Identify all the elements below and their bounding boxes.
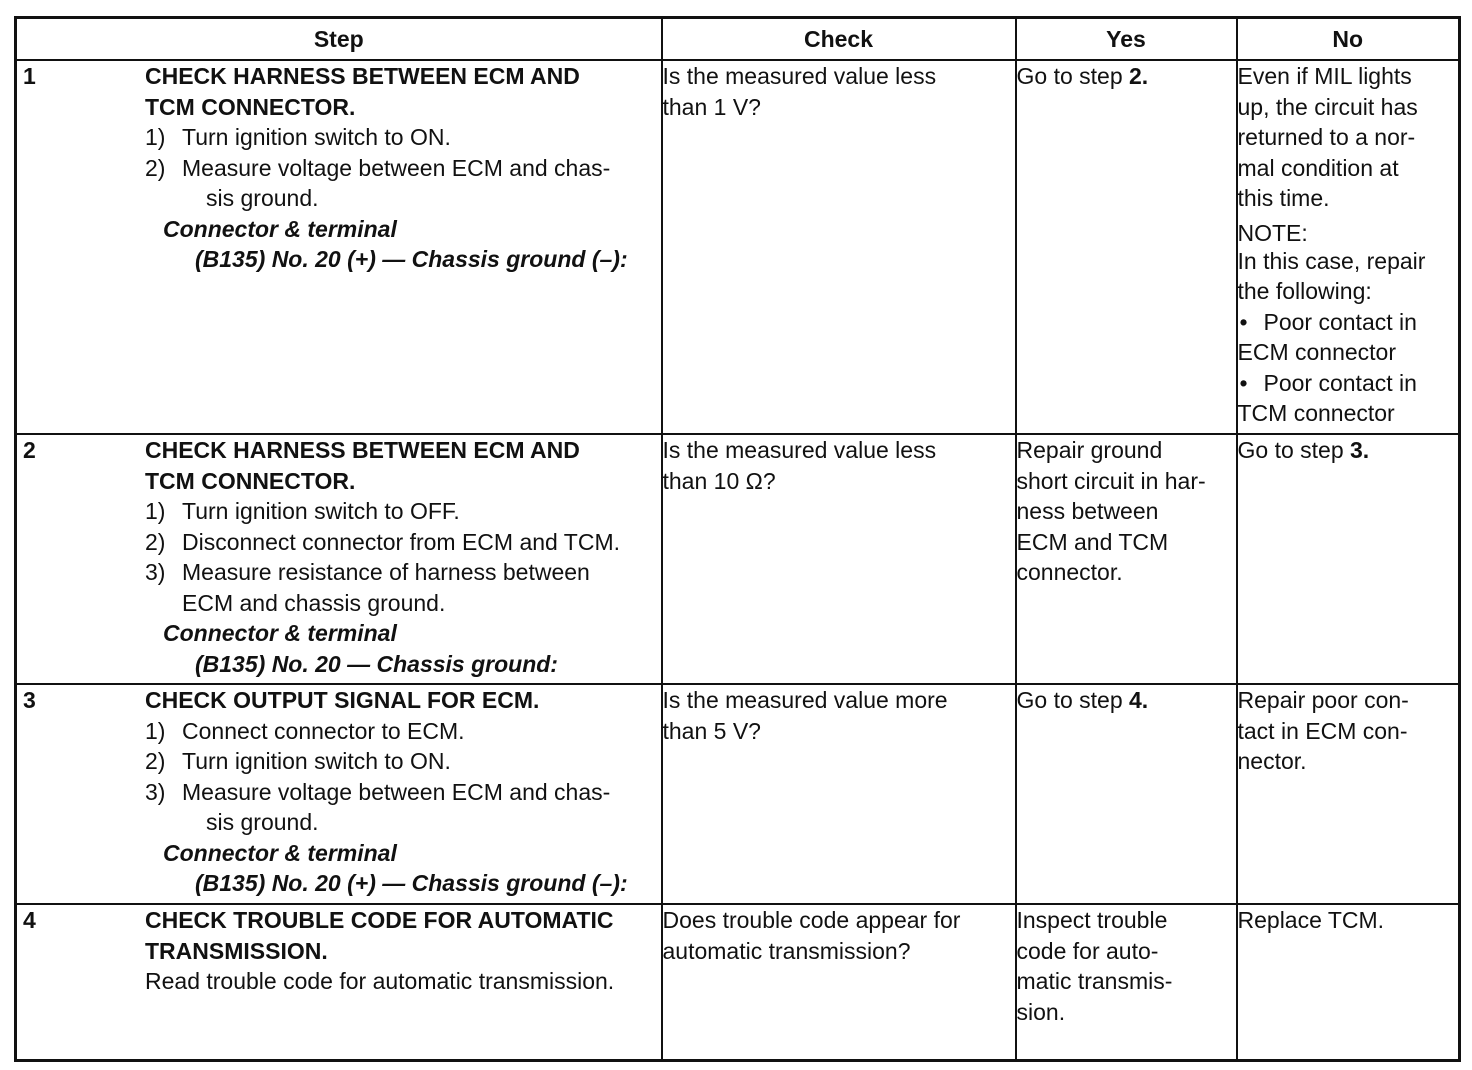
substep-number: 3) — [145, 778, 166, 805]
check-cell — [662, 434, 1016, 684]
substep — [145, 716, 659, 747]
step-title: CHECK HARNESS BETWEEN ECM AND — [145, 437, 580, 463]
bullet-text: Poor contact in — [1263, 369, 1417, 396]
step-title: CHECK HARNESS BETWEEN ECM AND — [145, 63, 580, 89]
substep-text-line: Measure resistance of harness between — [182, 559, 590, 585]
check-text: automatic transmission? — [662, 937, 911, 964]
check-text: Does trouble code appear for — [662, 907, 961, 933]
substep-text: Disconnect connector from ECM and TCM. — [182, 528, 621, 555]
note-label: NOTE: — [1237, 219, 1308, 246]
substep-text-line: ECM and chassis ground. — [182, 589, 446, 616]
substep-text-line: sis ground. — [206, 809, 319, 835]
step-number: 4 — [23, 907, 36, 933]
substep — [145, 557, 659, 618]
substep-number: 2) — [145, 528, 166, 555]
substep-text-line: sis ground. — [206, 185, 319, 211]
substep-text: Connect connector to ECM. — [182, 717, 465, 744]
no-text: nector. — [1237, 748, 1307, 774]
substep-number: 1) — [145, 717, 166, 744]
check-text: Is the measured value less — [662, 63, 937, 89]
terminal-spec: (B135) No. 20 (+) — Chassis ground (–): — [195, 246, 628, 272]
yes-text: code for auto- — [1016, 937, 1159, 964]
substep-text-line: Measure voltage between ECM and chas- — [182, 778, 611, 805]
no-text: Replace TCM. — [1237, 907, 1385, 933]
no-cell — [1237, 60, 1460, 434]
substep-text — [182, 777, 659, 838]
table-row — [16, 684, 1460, 904]
no-text: tact in ECM con- — [1237, 717, 1408, 744]
diagnostic-procedure-table — [14, 16, 1461, 1062]
substep — [145, 122, 659, 153]
check-text: Is the measured value more — [662, 687, 948, 713]
header-no: No — [1237, 18, 1460, 61]
table-header-row — [16, 18, 1460, 61]
step-cell — [16, 434, 662, 684]
step-title: TCM CONNECTOR. — [145, 467, 356, 494]
bullet-text: ECM connector — [1237, 339, 1397, 365]
substep — [145, 746, 659, 777]
check-text: than 10 Ω? — [662, 467, 776, 494]
substep-number: 1) — [145, 124, 166, 150]
step-cell — [16, 60, 662, 434]
substep — [145, 153, 659, 214]
terminal-spec: (B135) No. 20 — Chassis ground: — [195, 650, 558, 677]
no-cell — [1237, 434, 1460, 684]
check-cell — [662, 60, 1016, 434]
yes-cell — [1016, 904, 1237, 1061]
check-cell — [662, 904, 1016, 1061]
yes-text: Go to step — [1016, 687, 1130, 713]
terminal-spec: (B135) No. 20 (+) — Chassis ground (–): — [195, 870, 628, 896]
note-text: In this case, repair — [1237, 247, 1426, 274]
yes-text: matic transmis- — [1016, 968, 1173, 994]
yes-text: sion. — [1016, 998, 1066, 1025]
step-cell — [16, 684, 662, 904]
substep — [145, 777, 659, 838]
substep-text-line: Measure voltage between ECM and chas- — [182, 154, 611, 181]
step-title: CHECK OUTPUT SIGNAL FOR ECM. — [145, 687, 540, 713]
yes-text: Repair ground — [1016, 437, 1163, 463]
no-cell — [1237, 904, 1460, 1061]
yes-text: Inspect trouble — [1016, 907, 1168, 933]
no-text: Repair poor con- — [1237, 687, 1409, 713]
step-number: 2 — [23, 437, 36, 463]
no-text: this time. — [1237, 185, 1330, 211]
substep-text — [182, 153, 659, 214]
step-title: TCM CONNECTOR. — [145, 93, 356, 120]
substep — [145, 496, 659, 527]
note-bullet — [1238, 368, 1459, 399]
yes-cell — [1016, 60, 1237, 434]
connector-label: Connector & terminal — [163, 620, 397, 646]
yes-text: connector. — [1016, 559, 1123, 585]
substep-text: Turn ignition switch to OFF. — [182, 498, 460, 524]
step-text: Read trouble code for automatic transmission. — [145, 968, 615, 994]
no-step-ref: 3. — [1350, 437, 1370, 463]
no-text: Go to step — [1237, 437, 1351, 463]
substep-text — [182, 557, 659, 618]
check-text: Is the measured value less — [662, 437, 937, 463]
yes-text: short circuit in har- — [1016, 467, 1206, 494]
substep-number: 3) — [145, 559, 166, 585]
bullet-icon: • — [1239, 308, 1248, 335]
substep-number: 2) — [145, 154, 166, 181]
yes-text: ECM and TCM — [1016, 528, 1169, 555]
no-cell — [1237, 684, 1460, 904]
yes-cell — [1016, 684, 1237, 904]
step-title: CHECK TROUBLE CODE FOR AUTOMATIC — [145, 907, 614, 933]
note-text: the following: — [1237, 278, 1372, 304]
no-text: mal condition at — [1237, 154, 1399, 181]
no-text: returned to a nor- — [1237, 124, 1416, 150]
connector-label: Connector & terminal — [163, 839, 397, 866]
no-text: up, the circuit has — [1237, 93, 1418, 120]
check-text: than 5 V? — [662, 717, 761, 744]
check-cell — [662, 684, 1016, 904]
substep-number: 1) — [145, 498, 166, 524]
substep — [145, 527, 659, 558]
bullet-text: Poor contact in — [1263, 308, 1417, 335]
step-number: 3 — [23, 687, 36, 713]
connector-label: Connector & terminal — [163, 215, 397, 242]
header-yes: Yes — [1016, 18, 1237, 61]
substep-number: 2) — [145, 748, 166, 774]
table-row — [16, 434, 1460, 684]
no-text: Even if MIL lights — [1237, 63, 1412, 89]
check-text: than 1 V? — [662, 93, 761, 120]
step-title: TRANSMISSION. — [145, 937, 328, 964]
header-check: Check — [662, 18, 1016, 61]
header-step: Step — [16, 18, 662, 61]
bullet-icon: • — [1239, 369, 1248, 396]
note-bullet — [1238, 307, 1459, 338]
step-number: 1 — [23, 63, 36, 89]
yes-text: Go to step — [1016, 63, 1130, 89]
table-row — [16, 904, 1460, 1061]
yes-step-ref: 4. — [1129, 687, 1149, 713]
substep-text: Turn ignition switch to ON. — [182, 124, 451, 150]
yes-step-ref: 2. — [1129, 63, 1149, 89]
step-cell — [16, 904, 662, 1061]
table-row — [16, 60, 1460, 434]
substep-text: Turn ignition switch to ON. — [182, 748, 451, 774]
yes-text: ness between — [1016, 498, 1159, 524]
yes-cell — [1016, 434, 1237, 684]
bullet-text: TCM connector — [1237, 400, 1395, 426]
